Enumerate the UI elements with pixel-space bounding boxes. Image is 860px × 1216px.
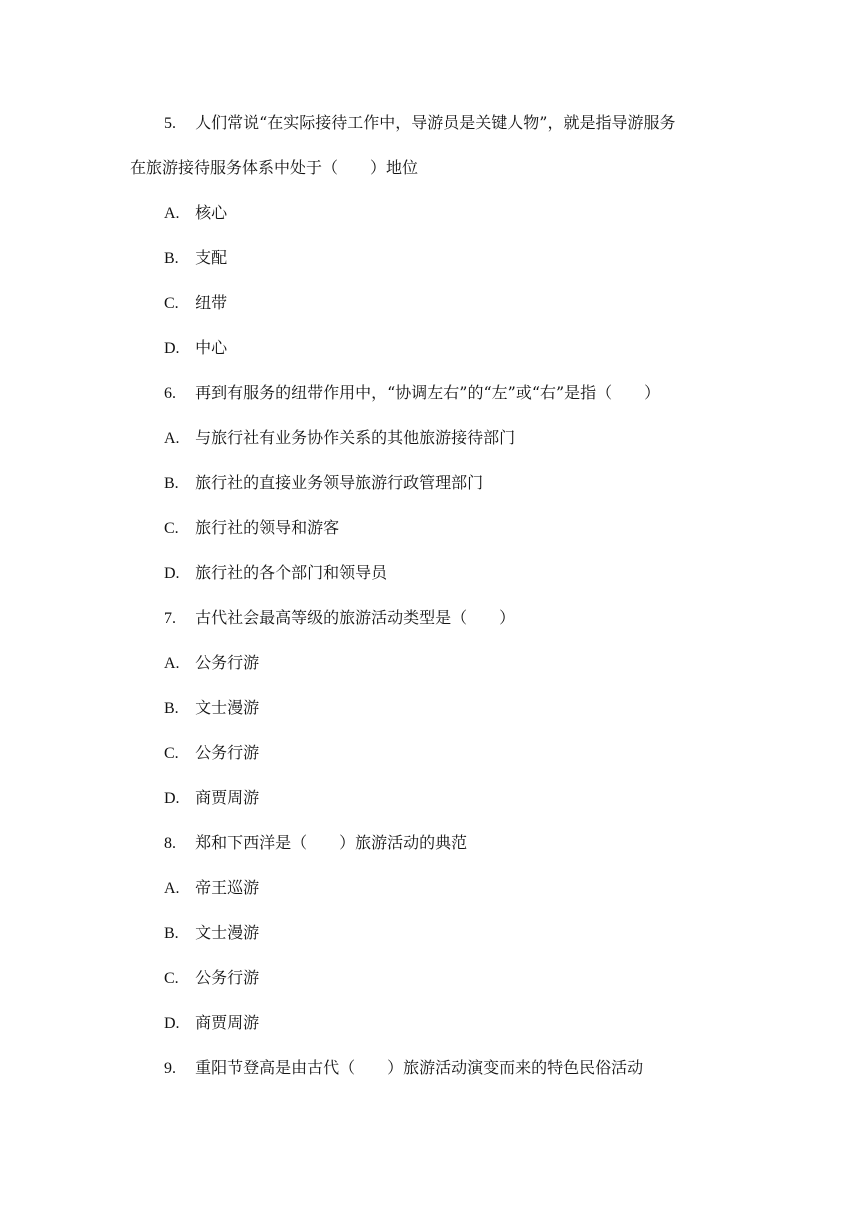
question-number: 8. (164, 835, 176, 852)
option-letter: C. (164, 520, 179, 537)
option-text: 帝王巡游 (195, 878, 260, 897)
option-d (130, 337, 730, 359)
option-text: 公务行游 (195, 743, 260, 762)
option-letter: C. (164, 295, 179, 312)
option-letter: B. (164, 250, 179, 267)
question-number: 9. (164, 1060, 176, 1077)
option-a (130, 202, 730, 224)
option-letter: C. (164, 970, 179, 987)
question-number: 5. (164, 115, 176, 132)
question-7 (130, 607, 730, 629)
option-a (130, 427, 730, 449)
question-text: 重阳节登高是由古代（ ）旅游活动演变而来的特色民俗活动 (195, 1058, 644, 1077)
option-text: 文士漫游 (195, 923, 260, 942)
option-text: 旅行社的领导和游客 (195, 518, 340, 537)
option-b (130, 247, 730, 269)
option-b (130, 922, 730, 944)
question-text: 再到有服务的纽带作用中，“协调左右”的“左”或“右”是指（ ） (195, 383, 661, 402)
option-text: 旅行社的直接业务领导旅游行政管理部门 (195, 473, 484, 492)
option-c (130, 742, 730, 764)
option-text: 公务行游 (195, 653, 260, 672)
option-text: 与旅行社有业务协作关系的其他旅游接待部门 (195, 428, 516, 447)
option-b (130, 697, 730, 719)
question-5-line-2 (130, 157, 730, 179)
option-d (130, 1012, 730, 1034)
option-letter: C. (164, 745, 179, 762)
option-letter: D. (164, 565, 180, 582)
question-text: 人们常说“在实际接待工作中，导游员是关键人物”，就是指导游服务 (195, 113, 676, 132)
option-a (130, 652, 730, 674)
option-c (130, 292, 730, 314)
option-letter: A. (164, 880, 180, 897)
option-text: 核心 (195, 203, 228, 222)
question-text: 郑和下西洋是（ ）旅游活动的典范 (195, 833, 468, 852)
option-letter: A. (164, 205, 180, 222)
option-letter: B. (164, 475, 179, 492)
option-d (130, 787, 730, 809)
option-c (130, 967, 730, 989)
question-text-continued: 在旅游接待服务体系中处于（ ）地位 (130, 158, 419, 177)
option-letter: D. (164, 340, 180, 357)
question-9 (130, 1057, 730, 1079)
option-text: 商贾周游 (195, 1013, 260, 1032)
option-letter: B. (164, 925, 179, 942)
question-number: 7. (164, 610, 176, 627)
option-letter: D. (164, 1015, 180, 1032)
option-d (130, 562, 730, 584)
question-text: 古代社会最高等级的旅游活动类型是（ ） (195, 608, 516, 627)
option-a (130, 877, 730, 899)
question-6 (130, 382, 730, 404)
option-b (130, 472, 730, 494)
option-text: 旅行社的各个部门和领导员 (195, 563, 388, 582)
option-letter: A. (164, 655, 180, 672)
option-text: 公务行游 (195, 968, 260, 987)
option-text: 纽带 (195, 293, 228, 312)
question-8 (130, 832, 730, 854)
option-text: 支配 (195, 248, 228, 267)
option-letter: D. (164, 790, 180, 807)
option-c (130, 517, 730, 539)
option-text: 中心 (195, 338, 228, 357)
option-letter: A. (164, 430, 180, 447)
option-text: 商贾周游 (195, 788, 260, 807)
question-5-line-1 (130, 112, 730, 134)
question-number: 6. (164, 385, 176, 402)
option-letter: B. (164, 700, 179, 717)
option-text: 文士漫游 (195, 698, 260, 717)
